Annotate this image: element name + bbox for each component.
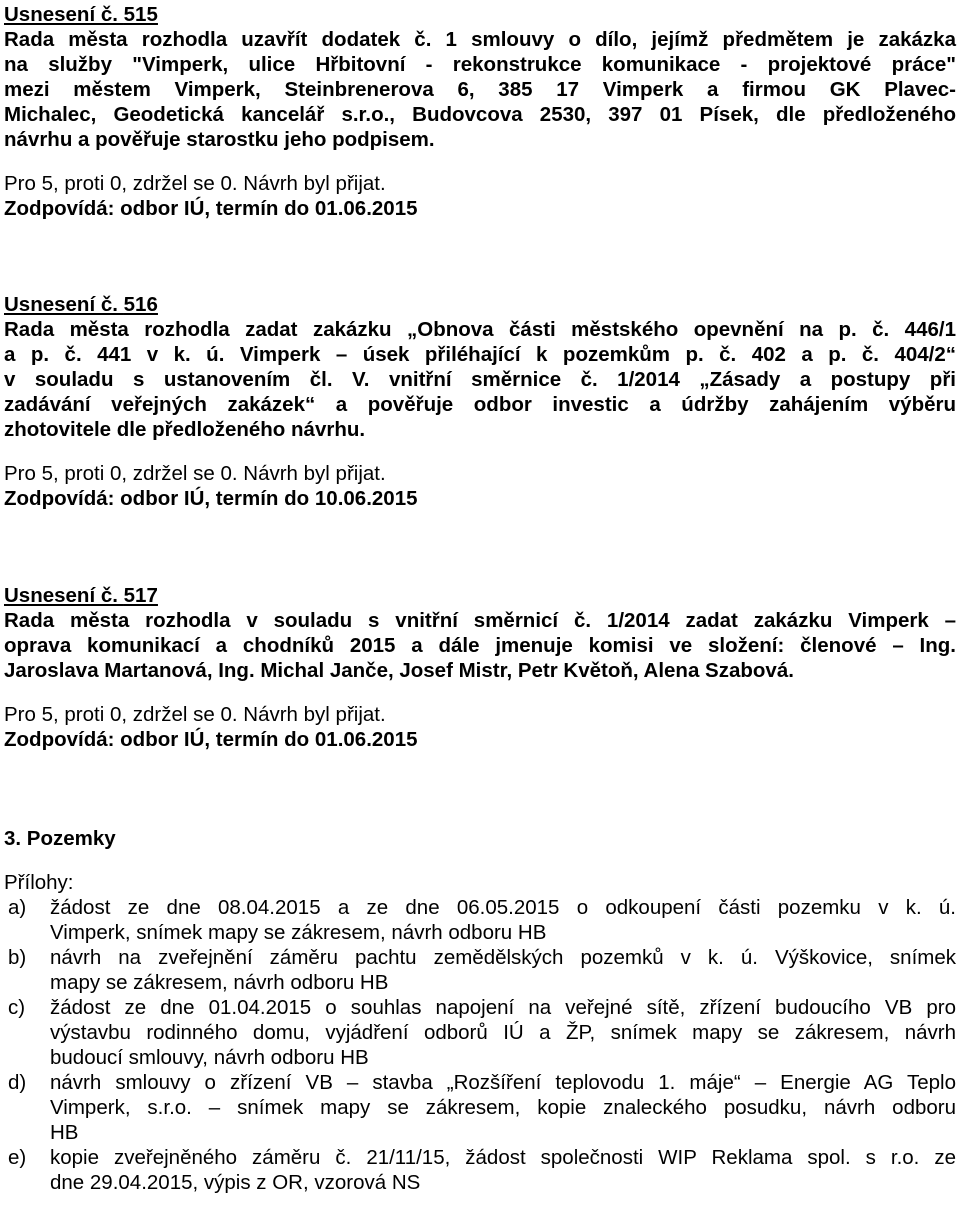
item-line: výstavbu rodinného domu, vyjádření odborů IÚ a ŽP, snímek mapy se zákresem, návrh <box>50 1021 956 1044</box>
resolution-517 <box>4 583 956 752</box>
resolution-text <box>4 317 956 442</box>
list-item <box>4 945 956 995</box>
text-line: Michalec, Geodetická kancelář s.r.o., Budovcova 2530, 397 01 Písek, dle předloženého <box>4 103 956 126</box>
item-line: žádost ze dne 01.04.2015 o souhlas napojení na veřejné sítě, zřízení budoucího VB pro <box>50 996 956 1019</box>
resolution-515 <box>4 2 956 221</box>
item-line: mapy se zákresem, návrh odboru HB <box>50 971 389 994</box>
heading-number: 516 <box>123 293 158 316</box>
text-line: zadávání veřejných zakázek“ a pověřuje odbor investic a údržby zahájením výběru <box>4 393 956 416</box>
resolution-heading <box>4 292 956 317</box>
item-label: c) <box>8 996 26 1019</box>
item-line: budoucí smlouvy, návrh odboru HB <box>50 1046 369 1069</box>
item-line: HB <box>50 1121 79 1144</box>
text-line: a p. č. 441 v k. ú. Vimperk – úsek přiléhající k pozemkům p. č. 402 a p. č. 404/2“ <box>4 343 956 366</box>
resolution-text <box>4 27 956 152</box>
vote-result: Pro 5, proti 0, zdržel se 0. Návrh byl přijat. <box>4 703 386 726</box>
resolution-516 <box>4 292 956 511</box>
text-line: na služby "Vimperk, ulice Hřbitovní - rekonstrukce komunikace - projektové práce" <box>4 53 956 76</box>
heading-number: 515 <box>123 3 158 26</box>
text-line: v souladu s ustanovením čl. V. vnitřní směrnice č. 1/2014 „Zásady a postupy při <box>4 368 956 391</box>
item-line: dne 29.04.2015, výpis z OR, vzorová NS <box>50 1171 421 1194</box>
responsible-deadline: Zodpovídá: odbor IÚ, termín do 10.06.2015 <box>4 487 418 510</box>
text-line: oprava komunikací a chodníků 2015 a dále jmenuje komisi ve složení: členové – Ing. <box>4 634 956 657</box>
vote-result: Pro 5, proti 0, zdržel se 0. Návrh byl přijat. <box>4 172 386 195</box>
text-line: návrhu a pověřuje starostku jeho podpisem. <box>4 128 435 151</box>
item-label: e) <box>8 1146 27 1169</box>
heading-prefix: Usnesení č. <box>4 293 124 316</box>
resolution-heading <box>4 583 956 608</box>
text-line: Jaroslava Martanová, Ing. Michal Janče, Josef Mistr, Petr Květoň, Alena Szabová. <box>4 659 794 682</box>
responsible-deadline: Zodpovídá: odbor IÚ, termín do 01.06.2015 <box>4 728 418 751</box>
attachments-label: Přílohy: <box>4 871 74 894</box>
vote-result: Pro 5, proti 0, zdržel se 0. Návrh byl přijat. <box>4 462 386 485</box>
text-line: mezi městem Vimperk, Steinbrenerova 6, 385 17 Vimperk a firmou GK Plavec- <box>4 78 956 101</box>
section-title: 3. Pozemky <box>4 827 116 850</box>
item-line: návrh smlouvy o zřízení VB – stavba „Rozšíření teplovodu 1. máje“ – Energie AG Teplo <box>50 1071 956 1094</box>
text-line: zhotovitele dle předloženého návrhu. <box>4 418 366 441</box>
heading-prefix: Usnesení č. <box>4 3 124 26</box>
text-line: Rada města rozhodla v souladu s vnitřní směrnicí č. 1/2014 zadat zakázku Vimperk – <box>4 609 956 632</box>
heading-number: 517 <box>123 584 158 607</box>
item-line: Vimperk, snímek mapy se zákresem, návrh odboru HB <box>50 921 547 944</box>
list-item <box>4 1145 956 1195</box>
item-label: a) <box>8 896 27 919</box>
text-line: Rada města rozhodla zadat zakázku „Obnova části městského opevnění na p. č. 446/1 <box>4 318 956 341</box>
section-pozemky <box>4 826 956 1195</box>
attachments-list <box>4 895 956 1195</box>
list-item <box>4 1070 956 1145</box>
heading-prefix: Usnesení č. <box>4 584 124 607</box>
item-line: Vimperk, s.r.o. – snímek mapy se zákresem, kopie znaleckého posudku, návrh odboru <box>50 1096 956 1119</box>
item-line: kopie zveřejněného záměru č. 21/11/15, žádost společnosti WIP Reklama spol. s r.o. ze <box>50 1146 956 1169</box>
item-line: návrh na zveřejnění záměru pachtu zemědělských pozemků v k. ú. Výškovice, snímek <box>50 946 956 969</box>
item-label: b) <box>8 946 27 969</box>
item-label: d) <box>8 1071 27 1094</box>
responsible-deadline: Zodpovídá: odbor IÚ, termín do 01.06.2015 <box>4 197 418 220</box>
resolution-text <box>4 608 956 683</box>
list-item <box>4 995 956 1070</box>
list-item <box>4 895 956 945</box>
item-line: žádost ze dne 08.04.2015 a ze dne 06.05.2015 o odkoupení části pozemku v k. ú. <box>50 896 956 919</box>
text-line: Rada města rozhodla uzavřít dodatek č. 1 smlouvy o dílo, jejímž předmětem je zakázka <box>4 28 956 51</box>
resolution-heading <box>4 2 956 27</box>
